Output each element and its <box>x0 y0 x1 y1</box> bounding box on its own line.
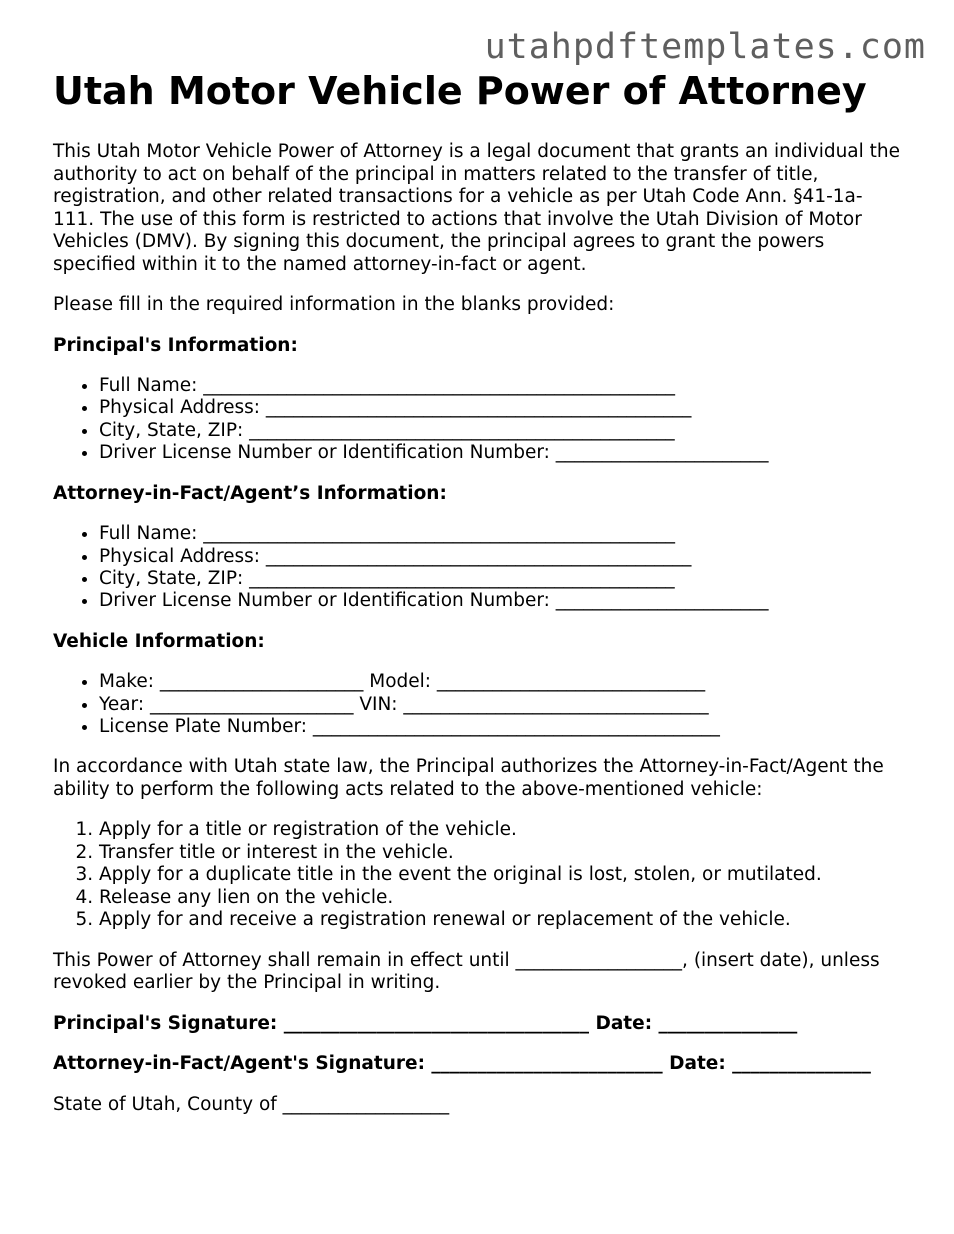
vehicle-make-model: • Make: ______________________ Model: _____________________________ <box>99 671 903 693</box>
document-page <box>53 68 903 1134</box>
principal-full-name: • Full Name: ___________________________________________________ <box>99 375 903 397</box>
intro-paragraph: This Utah Motor Vehicle Power of Attorney is a legal document that grants an individual the authority to act on behalf of the principal in matters related to the transfer of title, registration, and other related transactions for a vehicle as per Utah Code Ann. §41-1a-111. The use of this form is restricted to actions that involve the Utah Division of Motor Vehicles (DMV). By signing this document, the principal agrees to grant the powers specified within it to the named attorney-in-fact or agent. <box>53 141 901 275</box>
principal-heading: Principal's Information: <box>53 334 298 356</box>
vehicle-heading: Vehicle Information: <box>53 630 265 652</box>
vehicle-year-vin: • Year: ______________________ VIN: _________________________________ <box>99 694 903 716</box>
instruction-paragraph: Please fill in the required information in the blanks provided: <box>53 294 615 315</box>
agent-address: • Physical Address: ______________________________________________ <box>99 546 903 568</box>
acts-list <box>53 819 903 931</box>
act-item: 1. Apply for a title or registration of the vehicle. <box>99 819 903 841</box>
agent-city-state-zip: • City, State, ZIP: ______________________________________________ <box>99 568 903 590</box>
principal-license-number: • Driver License Number or Identification Number: _______________________ <box>99 442 903 464</box>
authorization-paragraph: In accordance with Utah state law, the Principal authorizes the Attorney-in-Fact/Agent the ability to perform the following acts related to the above-mentioned vehicle: <box>53 756 884 800</box>
principal-signature-line: Principal's Signature: _________________________________ Date: _______________ <box>53 1012 798 1034</box>
county-line: State of Utah, County of __________________ <box>53 1093 450 1115</box>
principal-city-state-zip: • City, State, ZIP: ______________________________________________ <box>99 420 903 442</box>
effect-paragraph: This Power of Attorney shall remain in effect until __________________, (insert date), unless revoked earlier by the Principal in writing. <box>53 949 880 993</box>
agent-license-number: • Driver License Number or Identification Number: _______________________ <box>99 590 903 612</box>
vehicle-list <box>53 671 903 738</box>
principal-list <box>53 375 903 465</box>
agent-heading: Attorney-in-Fact/Agent’s Information: <box>53 482 447 504</box>
act-item: 5. Apply for and receive a registration renewal or replacement of the vehicle. <box>99 909 903 931</box>
agent-full-name: • Full Name: ___________________________________________________ <box>99 523 903 545</box>
act-item: 3. Apply for a duplicate title in the event the original is lost, stolen, or mutilated. <box>99 864 903 886</box>
vehicle-license-plate: • License Plate Number: ____________________________________________ <box>99 716 903 738</box>
agent-signature-line: Attorney-in-Fact/Agent's Signature: _________________________ Date: _______________ <box>53 1053 871 1074</box>
principal-address: • Physical Address: ______________________________________________ <box>99 397 903 419</box>
act-item: 4. Release any lien on the vehicle. <box>99 887 903 909</box>
agent-list <box>53 523 903 613</box>
site-watermark: utahpdftemplates.com <box>484 27 926 67</box>
act-item: 2. Transfer title or interest in the vehicle. <box>99 842 903 864</box>
document-title: Utah Motor Vehicle Power of Attorney <box>53 69 867 113</box>
